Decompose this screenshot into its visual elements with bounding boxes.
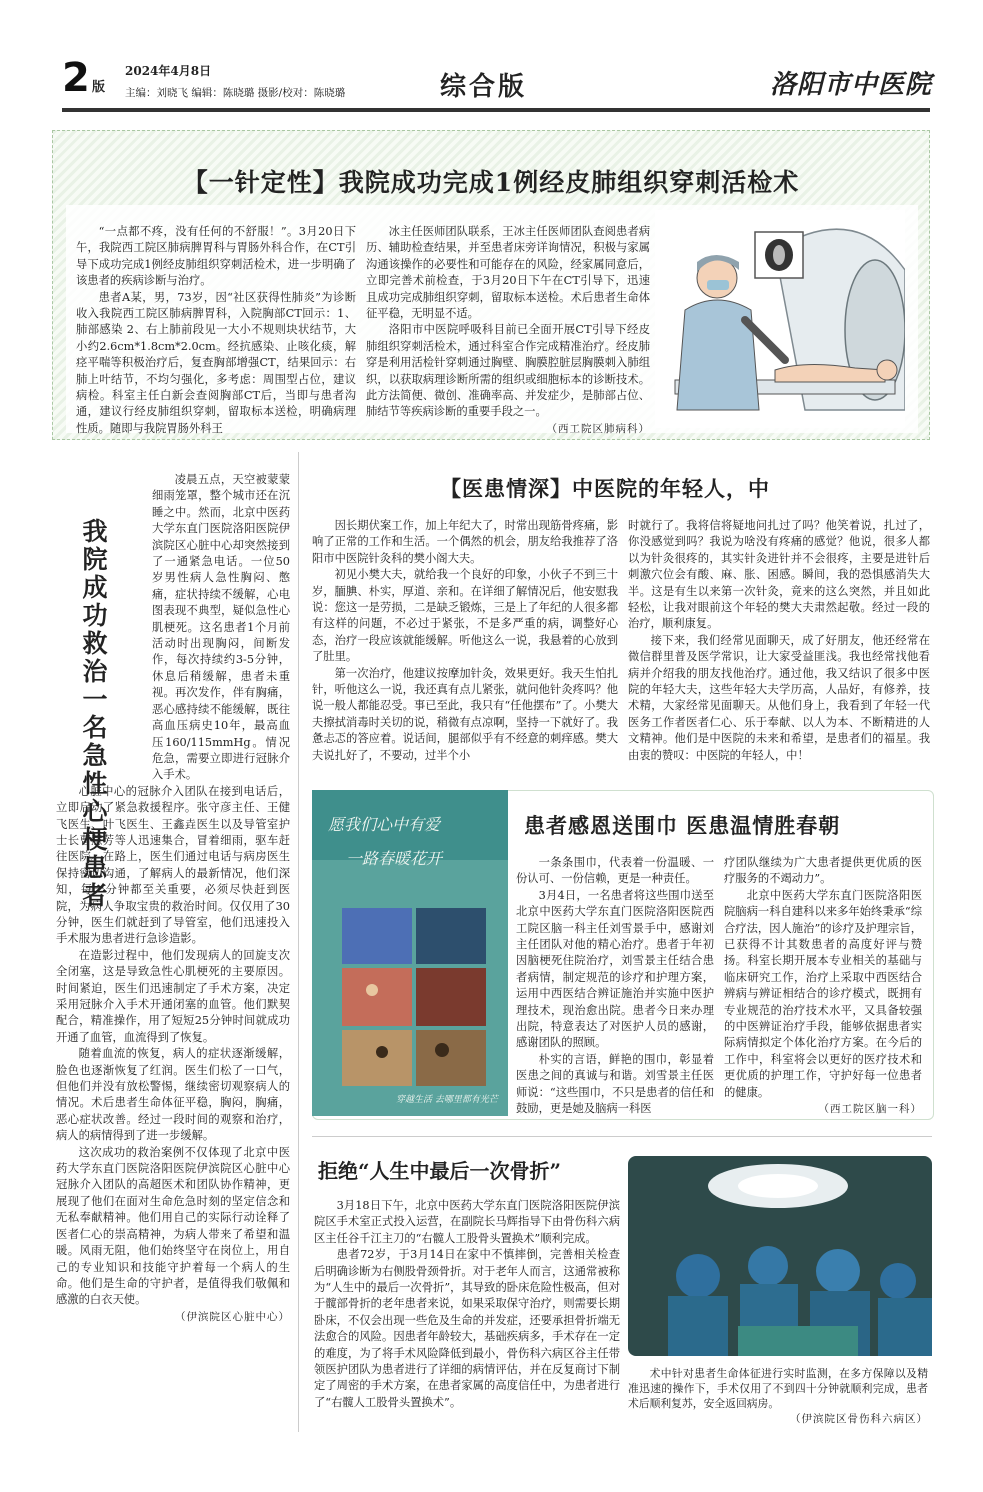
photo-caption-bottom: 穿越生活 去哪里都有光芒	[396, 1095, 498, 1105]
article2-p2: 心脏中心的冠脉介入团队在接到电话后，立即启动了紧急救援程序。张守彦主任、王健飞医生、叶飞医生、王鑫垚医生以及导管室护士长曹慧芳等人迅速集合，冒着细雨，驱车赶往医院。在路上，医生们通过电话与病房医生保持密切沟通，了解病人的最新情况，他们深知，每一分钟都至关重要，必须尽快赶到医院，为病人争取宝贵的救治时间。仅仅用了30分钟，医生们就赶到了导管室，他们迅速投入手术服为患者进行急诊造影。	[56, 784, 290, 946]
scarves-photo	[312, 790, 508, 1116]
article3-title: 【医患情深】中医院的年轻人，中	[440, 476, 770, 501]
article3-p5: 接下来，我们经常见面聊天，成了好朋友，他还经常在微信群里普及医学常识，让大家受益匪浅。我也经常找他看病并介绍我的朋友找他治疗。通过他，我又结识了很多中医院的年轻大夫，这些年轻大夫学历高，人品好，有修养，技术精，大家经常见面聊天。从他们身上，我看到了年轻一代医务工作者医者仁心、乐于奉献、以人为本、不断精进的人文精神。他们是中医院的未来和希望，是患者们的福星。我由衷的赞叹：中医院的年轻人，中！	[628, 633, 930, 762]
article2-body	[56, 472, 290, 1325]
photo-caption-top: 愿我们心中有爱	[328, 815, 441, 834]
surgery-caption: 术中针对患者生命体征进行实时监测，在多方保障以及精准迅速的操作下，手术仅用了不到四十分钟就顺利完成，患者术后顺利复苏，安全返回病房。	[628, 1367, 928, 1410]
article5-col1	[314, 1198, 620, 1411]
article4-p5: 北京中医药大学东直门医院洛阳医院脑病一科自建科以来多年始终秉承“综合疗法，因人施治”的诊疗及护理宗旨，已获得不计其数患者的高度好评与赞扬。科室长期开展本专业相关的基础与临床研究工作，治疗上采取中西医结合辨病与辨证相结合的诊疗模式，既拥有专业规范的治疗技术水平，又具备较强的中医辨证治疗手段，能够依据患者实际病情拟定个体化治疗方案。在今后的工作中，科室将会以更好的医疗技术和更优质的护理工作，守护好每一位患者的健康。	[724, 888, 922, 1099]
issue-date: 2024年4月8日	[125, 64, 212, 78]
article3-col1	[312, 518, 618, 764]
ct-scan-illustration	[655, 210, 905, 428]
article4-col2	[724, 855, 922, 1118]
article3-col2	[628, 518, 930, 764]
article3-p1: 因长期伏案工作，加上年纪大了，时常出现筋骨疼痛，影响了正常的工作和生活。一个偶然的机会，朋友给我推荐了洛阳市中医院针灸科的樊小阁大夫。	[312, 519, 618, 565]
article2-p3: 在造影过程中，他们发现病人的回旋支次全闭塞，这是导致急性心肌梗死的主要原因。时间紧迫，医生们迅速制定了手术方案，决定采用冠脉介入手术开通闭塞的血管。他们默契配合，精准操作，用了短短25分钟时间就成功开通了血管，血流得到了恢复。	[56, 948, 290, 1044]
article5-p1: 3月18日下午，北京中医药大学东直门医院洛阳医院伊滨院区手术室正式投入运营，在副院长马辉指导下由骨伤科六病区主任谷千江主刀的“右髋人工股骨头置换术”顺利完成。	[314, 1199, 620, 1245]
hospital-logo: 洛阳市中医院	[770, 70, 933, 100]
article5-title: 拒绝“人生中最后一次骨折”	[318, 1159, 562, 1183]
article1-signature: （西工院区肺病科）	[546, 422, 650, 435]
header-rule	[62, 108, 930, 112]
article4-p4: 疗团队继续为广大患者提供更优质的医疗服务的不竭动力”。	[724, 856, 922, 886]
article4-p1: 一条条围巾，代表着一份温暖、一份认可、一份信赖，更是一种责任。	[516, 856, 714, 886]
article4-signature: （西工院区脑一科）	[818, 1103, 922, 1116]
photo-caption-mid: 一路春暖花开	[346, 849, 443, 868]
article1-p4: 洛阳市中医院呼吸科目前已全面开展CT引导下经皮肺组织穿刺活检术，通过科室合作完成精准治疗。经皮肺穿是利用活检针穿刺通过胸壁、胸膜腔脏层胸膜刺入肺组织，以获取病理诊断所需的组织或细胞标本的诊断技术。此方法简便、微创、准确率高、并发症少，是肺部占位、肺结节等疾病诊断的重要手段之一。	[366, 323, 650, 419]
article5-signature: （伊滨院区骨伤科六病区）	[790, 1413, 928, 1425]
article4-col1	[516, 855, 714, 1118]
page-number: 2	[62, 55, 90, 101]
article1-col2	[366, 224, 650, 437]
article2-title: 我院成功救治一名急性心梗患者	[79, 518, 108, 910]
editor-credits: 主编：刘晓飞 编辑：陈晓璐 摄影/校对：陈晓璐	[125, 87, 346, 99]
article2-p1: 凌晨五点，天空被蒙蒙细雨笼罩，整个城市还在沉睡之中。然而，北京中医药大学东直门医院洛阳医院伊滨院区心脏中心却突然接到了一通紧急电话。一位50岁男性病人急性胸闷、憋痛，症状持续不缓解，心电图表现不典型，疑似急性心肌梗死。这名患者1个月前活动时出现胸闷，间断发作，每次持续约3-5分钟，休息后稍缓解，患者未重视。再次发作，伴有胸痛，恶心感持续不能缓解，既往高血压病史10年，最高血压160/115mmHg。情况危急，需要立即进行冠脉介入手术。	[152, 473, 290, 782]
article1-title: 【一针定性】我院成功完成1例经皮肺组织穿刺活检术	[182, 168, 800, 197]
article1-p1: “一点都不疼，没有任何的不舒服！”。3月20日下午，我院西工院区肺病脾胃科与胃肠外科合作，在CT引导下成功完成1例经皮肺组织穿刺活检术，进一步明确了该患者的疾病诊断与治疗。	[76, 225, 356, 288]
article4-p2: 3月4日，一名患者将这些围巾送至北京中医药大学东直门医院洛阳医院西工院区脑一科主任刘雪景手中，感谢刘主任团队对他的精心治疗。患者于年初因脑梗死住院治疗，刘雪景主任结合患者病情，制定规范的诊疗和护理方案，运用中西医结合辨证施治并实施中医护理技术，现治愈出院。患者今日来办理出院，特意表达了对医护人员的感谢，感谢团队的照顾。	[516, 888, 714, 1050]
section-divider	[312, 1136, 932, 1137]
article4-title: 患者感恩送围巾 医患温情胜春朝	[524, 813, 841, 838]
article5-p2: 患者72岁，于3月14日在家中不慎摔倒，完善相关检查后明确诊断为右侧股骨颈骨折。对于老年人而言，这通常被称为“人生中的最后一次骨折”，其导致的卧床危险性极高，但对于髋部骨折的老年患者来说，如果采取保守治疗，则需要长期卧床，不仅会出现一些危及生命的并发症，还要承担骨折端无法愈合的风险。因患者年龄较大，基础疾病多，手术存在一定的难度，为了将手术风险降低到最小，骨伤科六病区谷主任带领医护团队为患者进行了详细的病情评估，并在反复商讨下制定了周密的手术方案，在患者家属的高度信任中，为患者进行了“右髋人工股骨头置换术”。	[314, 1248, 620, 1409]
page-unit: 版	[92, 80, 106, 95]
section-title: 综合版	[440, 72, 528, 102]
surgery-caption-block	[628, 1366, 928, 1426]
article1-p3: 冰主任医师团队联系，王冰主任医师团队查阅患者病历、辅助检查结果，并至患者床旁详询情况，积极与家属沟通该操作的必要性和可能存在的风险，经家属同意后，立即完善术前检查，于3月20日下午在CT引导下，迅速且成功完成肺组织穿刺，留取标本送检。术后患者生命体征平稳，无明显不适。	[366, 225, 650, 321]
column-divider	[298, 452, 299, 1432]
article2-signature: （伊滨院区心脏中心）	[175, 1310, 290, 1323]
article1-p2: 患者A某，男，73岁，因“社区获得性肺炎”为诊断收入我院西工院区肺病脾胃科，入院胸部CT回示：1、肺部感染 2、右上肺前段见一大小不规则块状结节，大小约2.6cm*1.8cm*2.0cm。经抗感染、止咳化痰，解痉平喘等积极治疗后，复查胸部增强CT，结果回示：右肺上叶结节，不均匀强化，多考虑：周围型占位，建议病检。科室主任白新会查阅胸部CT后，当即与患者沟通，建议行经皮肺组织穿刺，留取标本送检，明确病理性质。随即与我院胃肠外科王	[76, 290, 356, 435]
article2-p5: 这次成功的救治案例不仅体现了北京中医药大学东直门医院洛阳医院伊滨院区心脏中心冠脉介入团队的高超医术和团队协作精神，更展现了他们在面对生命危急时刻的坚定信念和无私奉献精神。他们用自己的实际行动诠释了医者仁心的崇高精神，为病人带来了希望和温暖。风雨无阻，他们始终坚守在岗位上，用自己的专业知识和技能守护着每一个病人的生命。他们是生命的守护者，是值得我们敬佩和感激的白衣天使。	[56, 1145, 290, 1307]
surgery-photo	[628, 1156, 932, 1356]
article3-p3: 第一次治疗，他建议按摩加针灸，效果更好。我天生怕扎针，听他这么一说，我还真有点儿紧张，就问他针灸疼吗？他说一般人都能忍受。事已至此，我只有“任他摆布”了。小樊大夫擦拭消毒时关切的说，稍微有点凉啊，坚持一下就好了。我惫忐忑的答应着。说话间，腿部似乎有不经意的刺痒感。樊大夫说扎好了，不要动，过半个小	[312, 666, 618, 762]
article4-p3: 朴实的言语，鲜艳的围巾，彰显着医患之间的真诚与和谐。刘雪景主任医师说：“这些围巾，不只是患者的信任和鼓励，更是她及脑病一科医	[516, 1052, 714, 1116]
article3-p4: 时就行了。我将信将疑地问扎过了吗？他笑着说，扎过了，你没感觉到吗？我说为啥没有疼痛的感觉？他说，很多人都以为针灸很疼的，其实针灸进针并不会很疼，主要是进针后刺激穴位会有酸、麻、胀、困感。瞬间，我的恐惧感消失大半。这是有生以来第一次针灸，竟来的这么突然，并且如此轻松，让我对眼前这个年轻的樊大夫肃然起敬。经过一段的治疗，顺利康复。	[628, 519, 930, 631]
article2-p4: 随着血流的恢复，病人的症状逐渐缓解，脸色也逐渐恢复了红润。医生们松了一口气，但他们并没有放松警惕，继续密切观察病人的情况。术后患者生命体征平稳，胸闷，胸痛，恶心症状改善。经过一段时间的观察和治疗，病人的病情得到了进一步缓解。	[56, 1047, 290, 1143]
article3-p2: 初见小樊大夫，就给我一个良好的印象，小伙子不到三十岁，腼腆、朴实，厚道、亲和。在详细了解情况后，他安慰我说：您这一是劳损，二是缺乏锻炼，三是上了年纪的人很多都有这样的问题，不必过于紧张，不是多严重的病，调整好心态，治疗一段应该就能缓解。听他这么一说，我悬着的心放到了肚里。	[312, 568, 618, 664]
article1-col1	[76, 224, 356, 437]
